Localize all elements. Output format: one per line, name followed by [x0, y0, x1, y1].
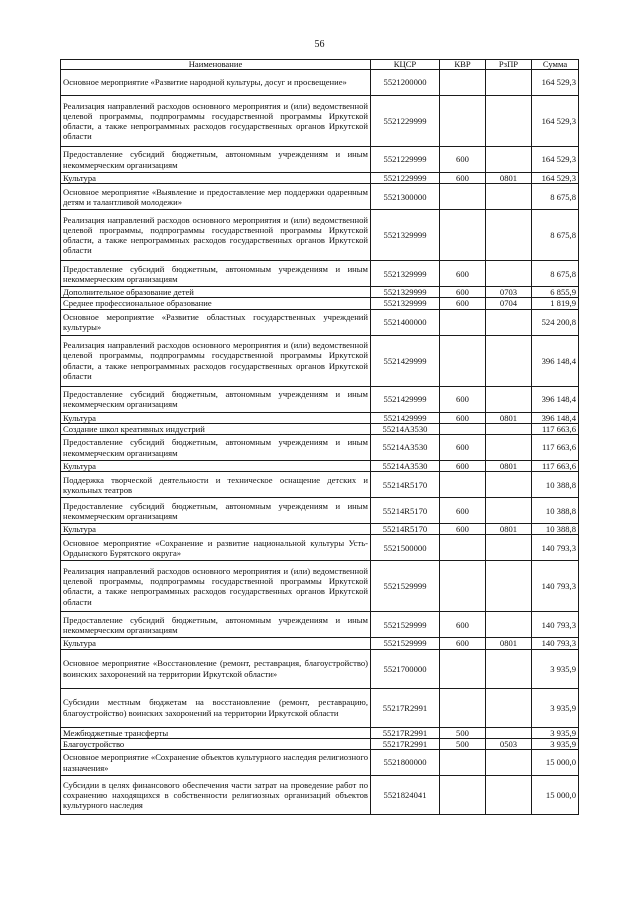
row-kvr: 600: [440, 435, 486, 461]
row-rzpr: 0801: [486, 524, 532, 535]
row-sum: 117 663,6: [532, 461, 579, 472]
row-kvr: [440, 210, 486, 261]
row-sum: 117 663,6: [532, 435, 579, 461]
row-kcsr: 5521329999: [371, 287, 440, 298]
table-row: [61, 298, 579, 309]
row-sum: 1 819,9: [532, 298, 579, 309]
row-kcsr: 5521229999: [371, 147, 440, 173]
row-name: Благоустройство: [61, 738, 371, 749]
table-row: [61, 412, 579, 423]
row-kcsr: 5521229999: [371, 96, 440, 147]
row-name: Культура: [61, 412, 371, 423]
table-row: [61, 147, 579, 173]
row-kcsr: 5521429999: [371, 335, 440, 386]
row-rzpr: [486, 96, 532, 147]
row-kvr: 600: [440, 386, 486, 412]
table-row: [61, 638, 579, 649]
row-rzpr: [486, 776, 532, 815]
table-row: [61, 309, 579, 335]
row-name: Основное мероприятие «Выявление и предоставление мер поддержки одаренным детям и талантливой молодежи»: [61, 184, 371, 210]
table-row: [61, 70, 579, 96]
row-kvr: 500: [440, 727, 486, 738]
row-kcsr: 5521500000: [371, 535, 440, 561]
row-name: Основное мероприятие «Сохранение объектов культурного наследия религиозного назначения»: [61, 750, 371, 776]
row-kcsr: 55217R2991: [371, 727, 440, 738]
table-row: [61, 738, 579, 749]
row-kcsr: 5521329999: [371, 261, 440, 287]
row-sum: 396 148,4: [532, 335, 579, 386]
table-row: [61, 535, 579, 561]
table-row: [61, 461, 579, 472]
row-name: Реализация направлений расходов основного мероприятия и (или) ведомственной целевой программы, подпрограммы государственной программы Иркутской области, а также непрограммных расходов государственных органов Иркутской области: [61, 561, 371, 612]
row-sum: 3 935,9: [532, 649, 579, 688]
row-kvr: [440, 776, 486, 815]
row-rzpr: [486, 147, 532, 173]
table-row: [61, 287, 579, 298]
row-rzpr: [486, 472, 532, 498]
row-name: Предоставление субсидий бюджетным, автономным учреждениям и иным некоммерческим организациям: [61, 498, 371, 524]
row-name: Предоставление субсидий бюджетным, автономным учреждениям и иным некоммерческим организациям: [61, 612, 371, 638]
row-kcsr: 55217R2991: [371, 688, 440, 727]
row-rzpr: [486, 750, 532, 776]
row-kcsr: 5521529999: [371, 638, 440, 649]
column-header-rzpr: РзПР: [486, 60, 532, 70]
table-row: [61, 649, 579, 688]
row-kcsr: 5521529999: [371, 612, 440, 638]
budget-table: [60, 59, 579, 815]
row-name: Реализация направлений расходов основного мероприятия и (или) ведомственной целевой программы, подпрограммы государственной программы Иркутской области, а также непрограммных расходов государственных органов Иркутской области: [61, 335, 371, 386]
row-name: Основное мероприятие «Сохранение и развитие национальной культуры Усть-Ордынского Бурятского округа»: [61, 535, 371, 561]
row-sum: 10 388,8: [532, 498, 579, 524]
row-rzpr: 0703: [486, 287, 532, 298]
table-row: [61, 612, 579, 638]
column-header-sum: Сумма: [532, 60, 579, 70]
row-kvr: [440, 561, 486, 612]
table-row: [61, 210, 579, 261]
row-name: Предоставление субсидий бюджетным, автономным учреждениям и иным некоммерческим организациям: [61, 261, 371, 287]
row-kvr: [440, 70, 486, 96]
row-kvr: [440, 750, 486, 776]
row-kvr: [440, 96, 486, 147]
table-row: [61, 472, 579, 498]
row-kvr: [440, 423, 486, 434]
row-kvr: 600: [440, 498, 486, 524]
row-rzpr: [486, 309, 532, 335]
row-rzpr: 0704: [486, 298, 532, 309]
row-name: Культура: [61, 524, 371, 535]
row-rzpr: [486, 688, 532, 727]
row-name: Культура: [61, 638, 371, 649]
row-name: Культура: [61, 461, 371, 472]
row-rzpr: [486, 386, 532, 412]
row-rzpr: [486, 561, 532, 612]
row-kvr: 600: [440, 524, 486, 535]
column-header-kcsr: КЦСР: [371, 60, 440, 70]
row-kvr: [440, 309, 486, 335]
row-sum: 8 675,8: [532, 261, 579, 287]
row-rzpr: 0503: [486, 738, 532, 749]
row-name: Создание школ креативных индустрий: [61, 423, 371, 434]
column-header-name: Наименование: [61, 60, 371, 70]
table-row: [61, 688, 579, 727]
row-sum: 8 675,8: [532, 210, 579, 261]
table-row: [61, 524, 579, 535]
table-row: [61, 727, 579, 738]
row-sum: 6 855,9: [532, 287, 579, 298]
row-kcsr: 55214А3530: [371, 435, 440, 461]
row-rzpr: 0801: [486, 412, 532, 423]
row-kvr: [440, 184, 486, 210]
row-rzpr: 0801: [486, 173, 532, 184]
table-row: [61, 335, 579, 386]
row-rzpr: [486, 435, 532, 461]
row-name: Субсидии местным бюджетам на восстановление (ремонт, реставрацию, благоустройство) воинских захоронений на территории Иркутской области: [61, 688, 371, 727]
table-row: [61, 173, 579, 184]
row-rzpr: 0801: [486, 461, 532, 472]
table-row: [61, 386, 579, 412]
row-kcsr: 55214А3530: [371, 423, 440, 434]
row-kvr: 600: [440, 287, 486, 298]
row-kvr: [440, 472, 486, 498]
row-sum: 164 529,3: [532, 70, 579, 96]
row-kvr: 600: [440, 461, 486, 472]
table-row: [61, 261, 579, 287]
row-sum: 3 935,9: [532, 738, 579, 749]
table-row: [61, 750, 579, 776]
row-sum: 15 000,0: [532, 776, 579, 815]
row-rzpr: [486, 612, 532, 638]
row-name: Реализация направлений расходов основного мероприятия и (или) ведомственной целевой программы, подпрограммы государственной программы Иркутской области, а также непрограммных расходов государственных органов Иркутской области: [61, 96, 371, 147]
table-row: [61, 561, 579, 612]
row-sum: 140 793,3: [532, 535, 579, 561]
row-kvr: 600: [440, 261, 486, 287]
row-name: Культура: [61, 173, 371, 184]
row-name: Дополнительное образование детей: [61, 287, 371, 298]
row-kcsr: 5521300000: [371, 184, 440, 210]
row-sum: 117 663,6: [532, 423, 579, 434]
row-kcsr: 5521429999: [371, 386, 440, 412]
row-kcsr: 5521329999: [371, 298, 440, 309]
row-name: Предоставление субсидий бюджетным, автономным учреждениям и иным некоммерческим организациям: [61, 386, 371, 412]
row-name: Основное мероприятие «Восстановление (ремонт, реставрация, благоустройство) воинских захоронений на территории Иркутской области»: [61, 649, 371, 688]
row-kcsr: 5521229999: [371, 173, 440, 184]
row-name: Реализация направлений расходов основного мероприятия и (или) ведомственной целевой программы, подпрограммы государственной программы Иркутской области, а также непрограммных расходов государственных органов Иркутской области: [61, 210, 371, 261]
table-row: [61, 96, 579, 147]
row-sum: 524 200,8: [532, 309, 579, 335]
row-kvr: 600: [440, 412, 486, 423]
row-name: Межбюджетные трансферты: [61, 727, 371, 738]
row-rzpr: [486, 184, 532, 210]
table-row: [61, 423, 579, 434]
row-name: Основное мероприятие «Развитие народной культуры, досуг и просвещение»: [61, 70, 371, 96]
row-kcsr: 55214R5170: [371, 472, 440, 498]
row-sum: 164 529,3: [532, 173, 579, 184]
row-sum: 140 793,3: [532, 561, 579, 612]
row-kvr: [440, 649, 486, 688]
row-sum: 140 793,3: [532, 612, 579, 638]
row-kcsr: 5521400000: [371, 309, 440, 335]
row-rzpr: [486, 649, 532, 688]
row-sum: 140 793,3: [532, 638, 579, 649]
row-sum: 3 935,9: [532, 727, 579, 738]
row-rzpr: [486, 423, 532, 434]
row-name: Предоставление субсидий бюджетным, автономным учреждениям и иным некоммерческим организациям: [61, 435, 371, 461]
row-rzpr: [486, 498, 532, 524]
row-kcsr: 5521700000: [371, 649, 440, 688]
row-sum: 10 388,8: [532, 472, 579, 498]
table-row: [61, 498, 579, 524]
row-name: Основное мероприятие «Развитие областных государственных учреждений культуры»: [61, 309, 371, 335]
row-kvr: 600: [440, 147, 486, 173]
row-sum: 164 529,3: [532, 147, 579, 173]
row-rzpr: [486, 261, 532, 287]
table-row: [61, 435, 579, 461]
row-kvr: [440, 688, 486, 727]
row-kcsr: 55214А3530: [371, 461, 440, 472]
row-name: Поддержка творческой деятельности и техническое оснащение детских и кукольных театров: [61, 472, 371, 498]
row-rzpr: [486, 727, 532, 738]
row-kcsr: 5521429999: [371, 412, 440, 423]
row-kvr: 600: [440, 612, 486, 638]
row-rzpr: [486, 210, 532, 261]
table-row: [61, 776, 579, 815]
row-kvr: 600: [440, 173, 486, 184]
row-kcsr: 5521800000: [371, 750, 440, 776]
row-rzpr: [486, 335, 532, 386]
row-sum: 164 529,3: [532, 96, 579, 147]
row-kcsr: 55214R5170: [371, 498, 440, 524]
row-sum: 396 148,4: [532, 386, 579, 412]
row-sum: 10 388,8: [532, 524, 579, 535]
row-sum: 8 675,8: [532, 184, 579, 210]
row-rzpr: [486, 70, 532, 96]
row-sum: 3 935,9: [532, 688, 579, 727]
row-name: Предоставление субсидий бюджетным, автономным учреждениям и иным некоммерческим организациям: [61, 147, 371, 173]
row-kvr: [440, 335, 486, 386]
row-sum: 396 148,4: [532, 412, 579, 423]
column-header-kvr: КВР: [440, 60, 486, 70]
row-kcsr: 5521529999: [371, 561, 440, 612]
row-kcsr: 5521200000: [371, 70, 440, 96]
row-kvr: [440, 535, 486, 561]
row-rzpr: 0801: [486, 638, 532, 649]
row-kcsr: 5521329999: [371, 210, 440, 261]
row-kcsr: 55214R5170: [371, 524, 440, 535]
row-sum: 15 000,0: [532, 750, 579, 776]
table-row: [61, 184, 579, 210]
row-rzpr: [486, 535, 532, 561]
row-kvr: 600: [440, 298, 486, 309]
row-kcsr: 5521824041: [371, 776, 440, 815]
table-header-row: [61, 60, 579, 70]
row-kvr: 600: [440, 638, 486, 649]
row-name: Среднее профессиональное образование: [61, 298, 371, 309]
row-kvr: 500: [440, 738, 486, 749]
row-kcsr: 55217R2991: [371, 738, 440, 749]
row-name: Субсидии в целях финансового обеспечения части затрат на проведение работ по сохранению находящихся в собственности религиозных организаций объектов культурного наследия: [61, 776, 371, 815]
page-number: 56: [314, 39, 325, 50]
